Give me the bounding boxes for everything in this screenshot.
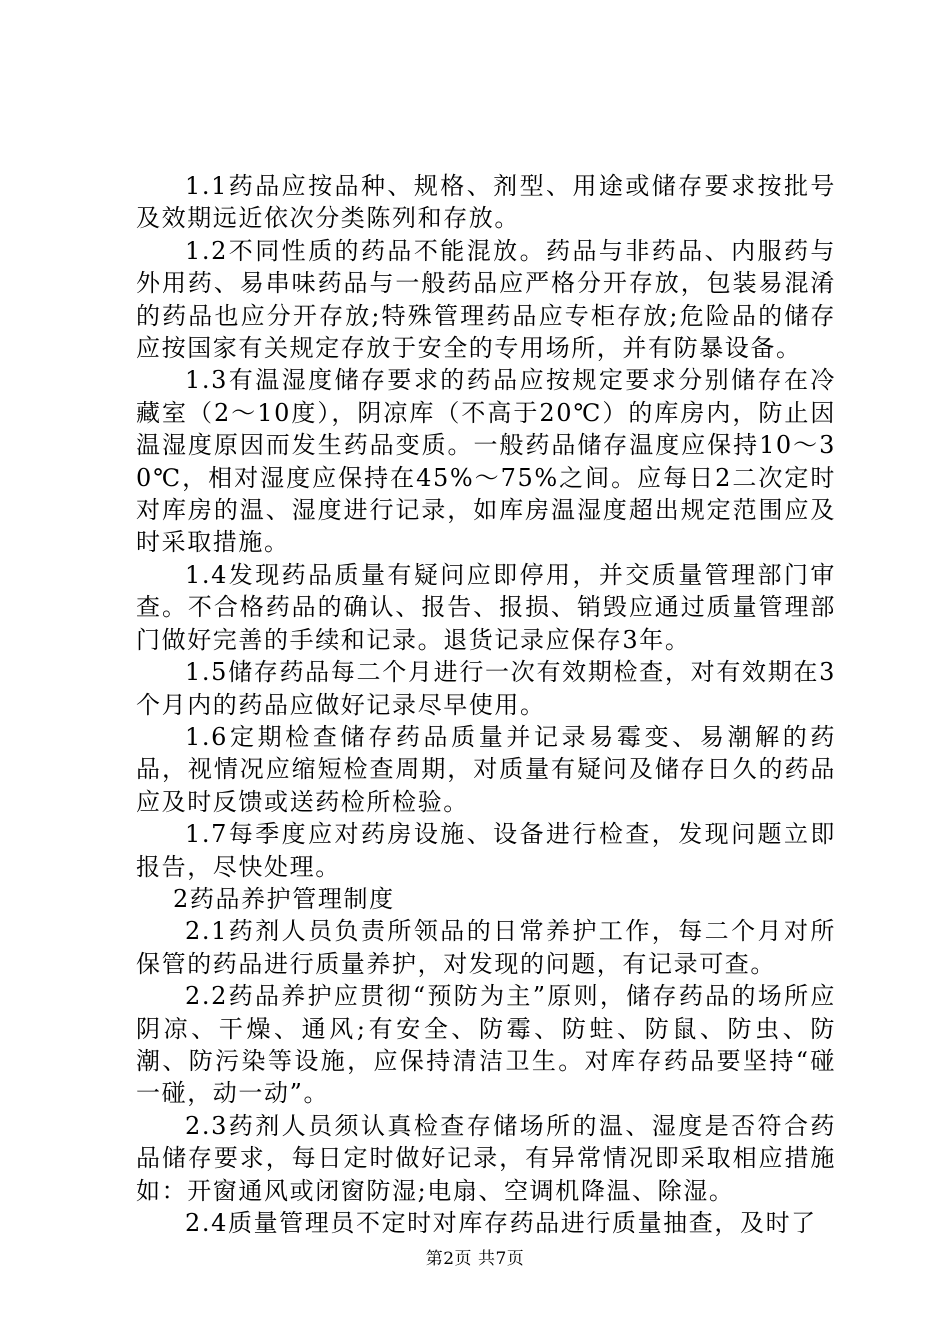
paragraph-1-7: 1.7每季度应对药房设施、设备进行检查，发现问题立即报告，尽快处理。 (136, 820, 836, 881)
paragraph-2-2: 2.2药品养护应贯彻“预防为主”原则，储存药品的场所应阴凉、干燥、通风;有安全、防霉、防蛀、防鼠、防虫、防潮、防污染等设施，应保持清洁卫生。对库存药品要坚持“碰一碰，动一动”。 (136, 982, 836, 1108)
paragraph-1-1: 1.1药品应按品种、规格、剂型、用途或储存要求按批号及效期远近依次分类陈列和存放。 (136, 172, 836, 233)
paragraph-1-2: 1.2不同性质的药品不能混放。药品与非药品、内服药与外用药、易串味药品与一般药品应严格分开存放，包装易混淆的药品也应分开存放;特殊管理药品应专柜存放;危险品的储存应按国家有关规定存放于安全的专用场所，并有防暴设备。 (136, 236, 836, 363)
paragraph-2-3: 2.3药剂人员须认真检查存储场所的温、湿度是否符合药品储存要求，每日定时做好记录，有异常情况即采取相应措施如：开窗通风或闭窗防湿;电扇、空调机降温、除湿。 (136, 1111, 836, 1205)
paragraph-1-3: 1.3有温湿度储存要求的药品应按规定要求分别储存在冷藏室（2～10度），阴凉库（不高于20℃）的库房内，防止因温湿度原因而发生药品变质。一般药品储存温度应保持10～30℃，相对湿度应保持在45%～75%之间。应每日2二次定时对库房的温、湿度进行记录，如库房温湿度超出规定范围应及时采取措施。 (136, 366, 836, 557)
paragraph-2-1: 2.1药剂人员负责所领品的日常养护工作，每二个月对所保管的药品进行质量养护，对发现的问题，有记录可查。 (136, 917, 836, 978)
page-footer: 第2页 共7页 (425, 1249, 525, 1269)
paragraph-2-4: 2.4质量管理员不定时对库存药品进行质量抽查，及时了 (185, 1209, 817, 1237)
paragraph-1-5: 1.5储存药品每二个月进行一次有效期检查，对有效期在3个月内的药品应做好记录尽早使用。 (136, 658, 836, 719)
paragraph-1-4: 1.4发现药品质量有疑问应即停用，并交质量管理部门审查。不合格药品的确认、报告、报损、销毁应通过质量管理部门做好完善的手续和记录。退货记录应保存3年。 (136, 560, 836, 654)
paragraph-1-6: 1.6定期检查储存药品质量并记录易霉变、易潮解的药品，视情况应缩短检查周期，对质量有疑问及储存日久的药品应及时反馈或送药检所检验。 (136, 722, 836, 816)
document-body (136, 170, 836, 1239)
section-heading: 2药品养护管理制度 (173, 884, 395, 913)
